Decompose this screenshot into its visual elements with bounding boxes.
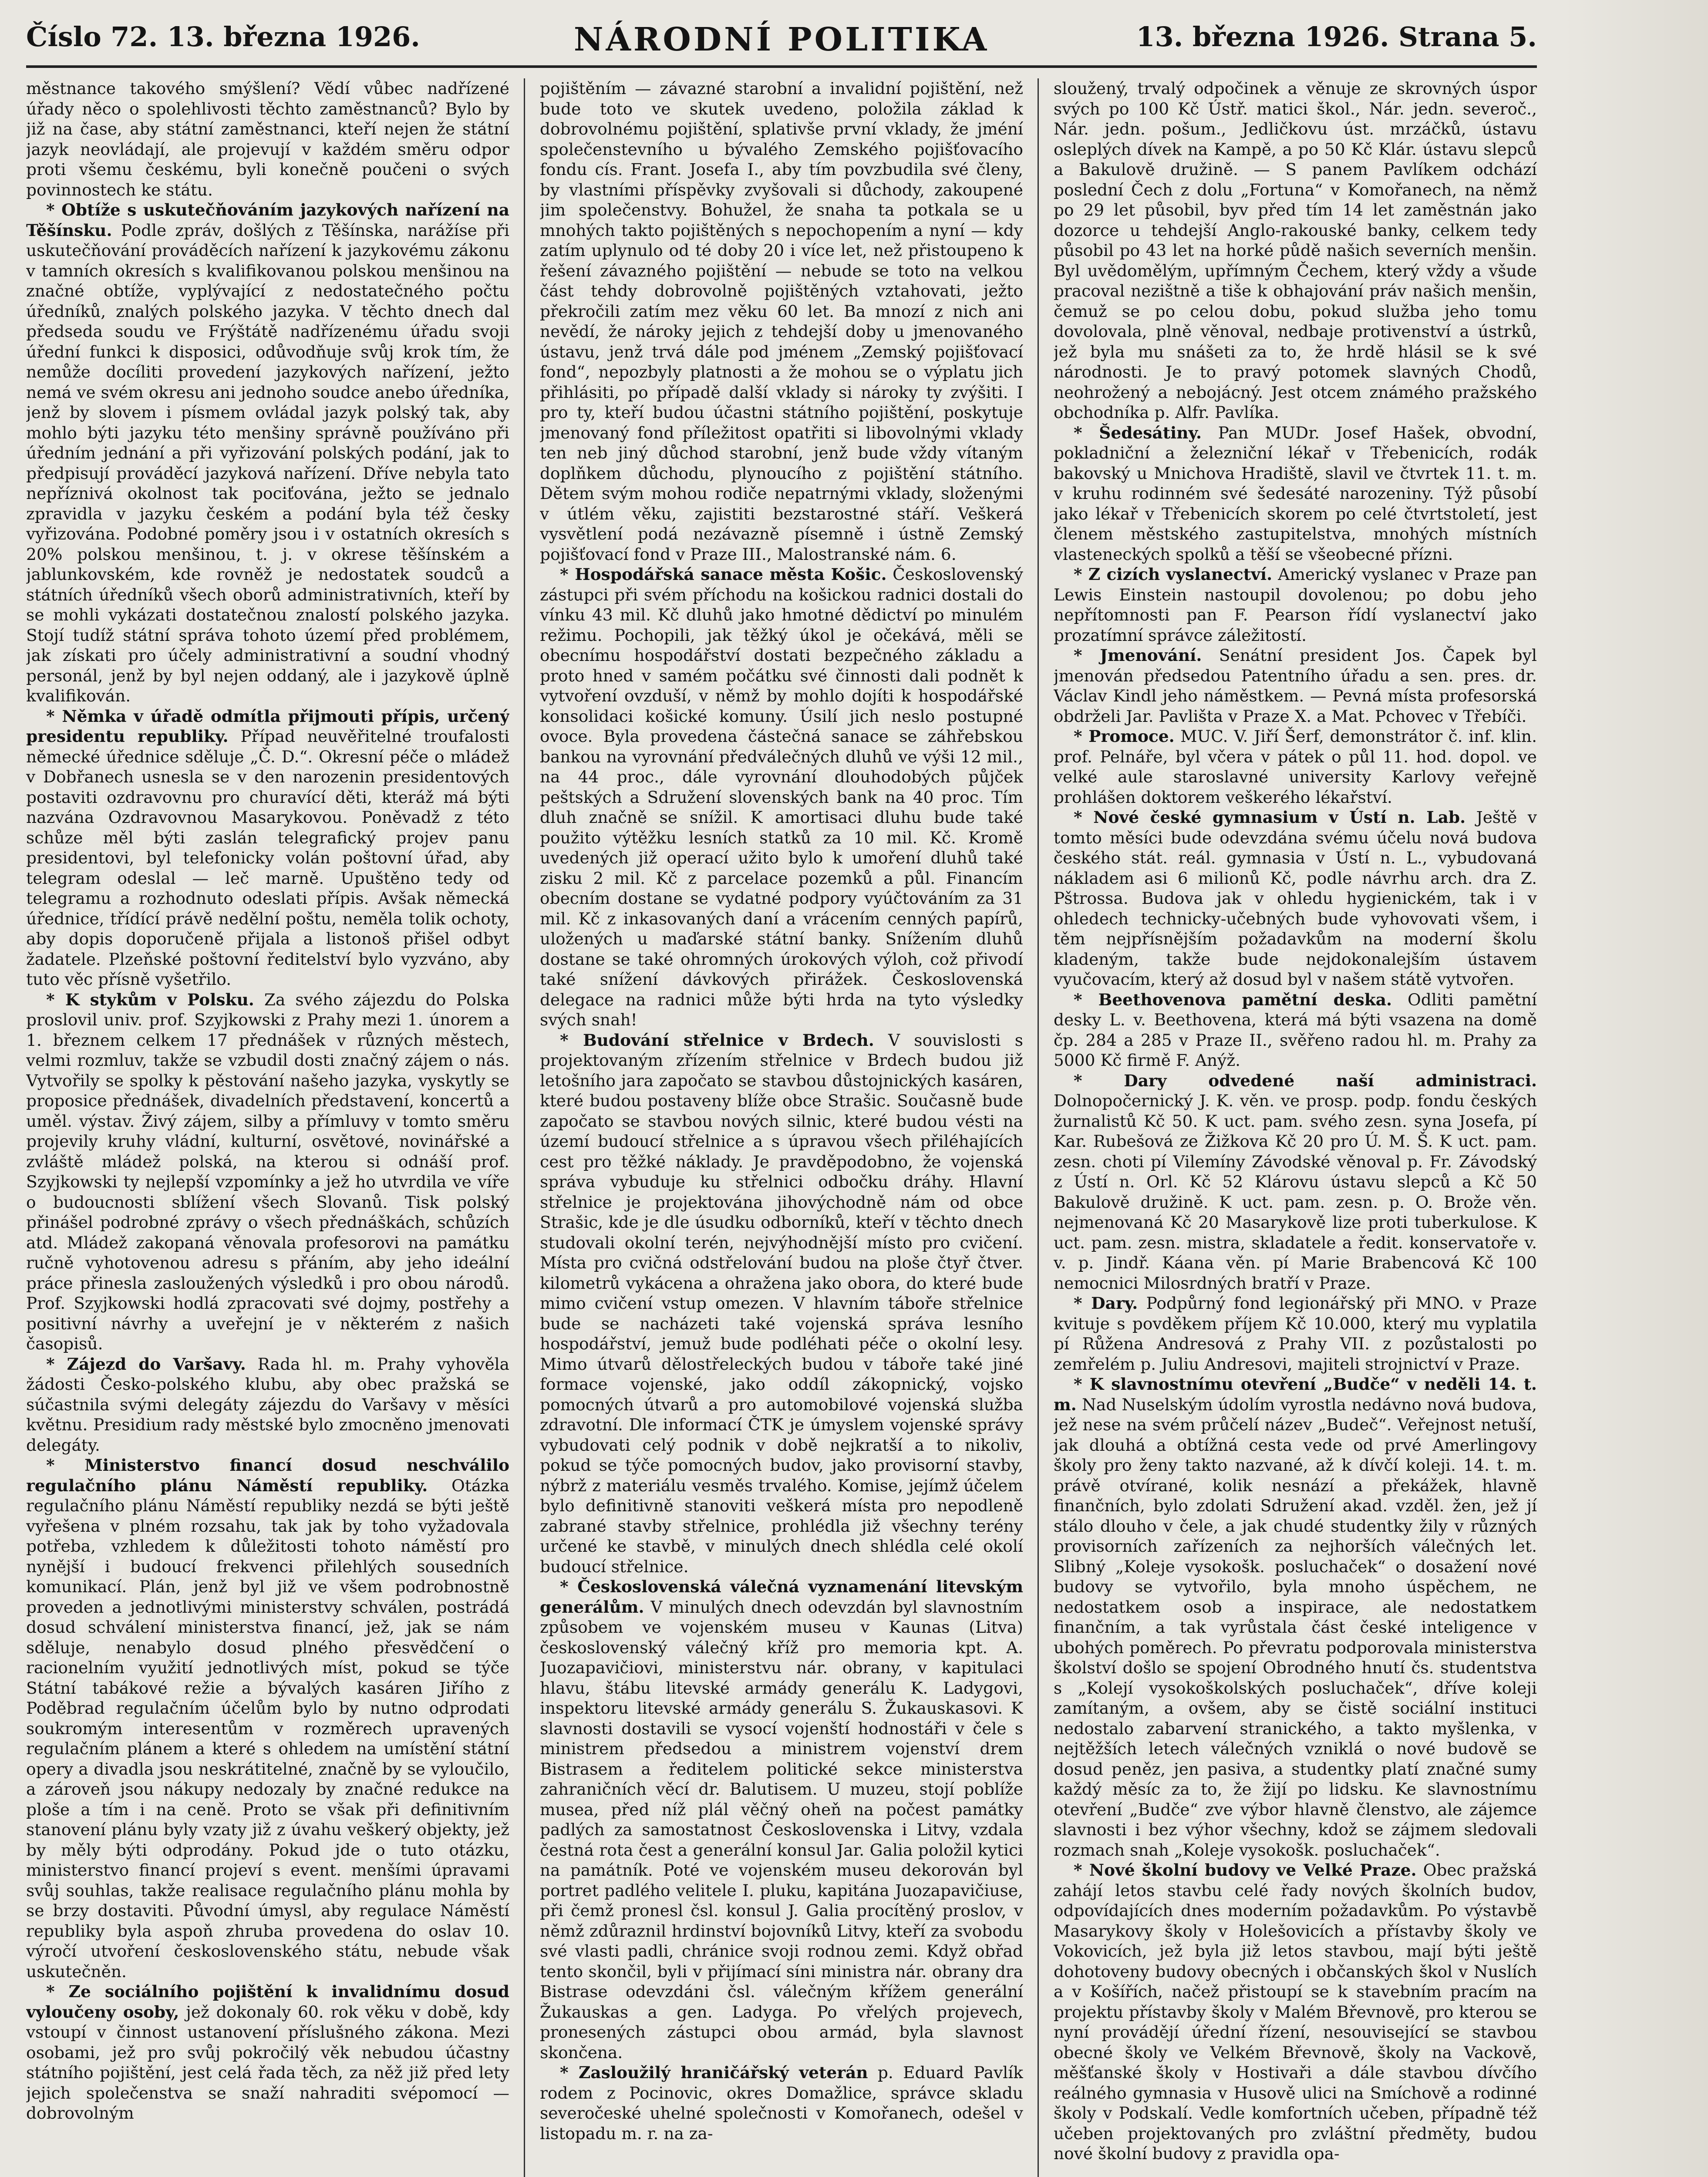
article-text: p. Eduard Pavlík rodem z Pocinovic, okres Domažlice, správce skladu severočeské uhelné společnosti v Komořanech, odešel v listopadu m. r. na za- bbox=[540, 2063, 1023, 2143]
article-text: Obec pražská zahájí letos stavbu celé řady nových školních budov, odpovídajících dnes moderním požadavkům. Po výstavbě Masarykovy školy v Holešovicích a přístavby školy ve Vokovicích, jež byla již letos stavbou, mají býti ještě dohotoveny budovy obecných i občanských škol v Nuslích a v Košířích, načež přistoupí se k stavebním pracím na projektu přístavby školy v Malém Břevnově, pro kterou se nyní provádějí úřední řízení, nesouvisející se stavbou obecné školy ve Velkém Břevnově, školy na Vackově, měšťanské školy v Hostivaři a dále stavbou dívčího reálného gymnasia v Husově ulici na Smíchově a rodinné školy v Podskalí. Vedle komfortních učeben, případně též učeben projektovaných pro zvláštní předměty, budou nové školní budovy z pravidla opa- bbox=[1054, 1860, 1537, 2163]
article-paragraph bbox=[1054, 990, 1537, 1071]
article-heading: * Promoce. bbox=[1074, 727, 1175, 746]
article-heading: * Zájezd do Varšavy. bbox=[46, 1354, 246, 1374]
article-text: Podpůrný fond legionářský při MNO. v Praze kvituje s povděkem příjem Kč 10.000, který mu vyplatila pí Růžena Andresová z Prahy VII. z pozůstalosti po zemřelém p. Juliu Andresovi, majiteli strojnictví v Praze. bbox=[1054, 1294, 1537, 1374]
article-text: Dolnopočernický J. K. věn. ve prosp. podp. fondu českých žurnalistů Kč 50. K uct. pam. svého zesn. syna Josefa, pí Kar. Rubešová ze Žižkova Kč 20 pro Ú. M. Š. K uct. pam. zesn. choti pí Vilemíny Závodské věnoval p. Fr. Závodský z Ústí n. Orl. Kč 52 Klárovu ústavu slepců a Kč 50 Bakulově družině. K uct. pam. zesn. p. O. Brože věn. nejmenovaná Kč 20 Masarykově lize proti tuberkulose. K uct. pam. zesn. mistra, skladatele a ředit. konservatoře v. v. p. Jindř. Káana věn. pí Marie Brabencová Kč 100 nemocnici Milosrdných bratří v Praze. bbox=[1054, 1091, 1537, 1293]
column-rule bbox=[524, 78, 525, 2177]
article-paragraph bbox=[540, 564, 1023, 1030]
article-paragraph bbox=[26, 1354, 509, 1456]
article-paragraph bbox=[1054, 1071, 1537, 1294]
article-heading: * Jmenování. bbox=[1074, 646, 1202, 665]
article-paragraph bbox=[26, 990, 509, 1354]
column-3 bbox=[1054, 78, 1537, 2177]
article-text: Americký vyslanec v Praze pan Lewis Einstein nastoupil dovolenou; po dobu jeho nepřítomnosti pan F. Pearson řídí vyslanectví jako prozatímní správce záležitostí. bbox=[1054, 565, 1537, 645]
scan-margin bbox=[1564, 0, 1708, 2177]
article-paragraph bbox=[1054, 1860, 1537, 2164]
column-rule bbox=[1038, 78, 1039, 2177]
article-heading: * Dary odvedené naší administraci. bbox=[1074, 1071, 1537, 1090]
article-text: Rada hl. m. Prahy vyhověla žádosti Česko-polského klubu, aby obec pražská se súčastnila svými delegáty zájezdu do Varšavy v měsíci květnu. Presidium rady městské bylo zmocněno jmenovati delegáty. bbox=[26, 1354, 509, 1455]
article-text: MUC. V. Jiří Šerf, demonstrátor č. inf. klin. prof. Pelnáře, byl včera v pátek o půl 11. hod. dopol. ve velké aule staroslavné university Karlovy veřejně prohlášen doktorem veškerého lékařství. bbox=[1054, 727, 1537, 807]
article-paragraph bbox=[1054, 1293, 1537, 1374]
article-heading: * Budování střelnice v Brdech. bbox=[560, 1030, 874, 1050]
article-paragraph bbox=[540, 2062, 1023, 2143]
article-heading: * K slavnostnímu otevření „Budče“ v neděli 14. t. m. bbox=[1054, 1375, 1537, 1414]
article-heading: * Šedesátiny. bbox=[1074, 423, 1202, 442]
article-heading: * Československá válečná vyznamenání litevským generálům. bbox=[540, 1577, 1023, 1617]
article-paragraph bbox=[540, 1577, 1023, 2062]
article-paragraph bbox=[26, 1455, 509, 1982]
article-text: Podle zpráv, došlých z Těšínska, narážíse při uskutečňování prováděcích nařízení k jazykovému zákonu v tamních okresích s kvalifikovanou polskou menšinou na značné obtíže, vyplývající z nedostatečného počtu úředníků, znalých polského jazyka. V těchto dnech dal předseda soudu ve Frýštátě nadřízenému úřadu svoji úřední funkci k disposici, odůvodňuje svůj krok tím, že nemůže docíliti provedení jazykových nařízení, ježto nemá ve svém okresu ani jednoho soudce anebo úředníka, jenž by slovem i písmem ovládal jazyk polský tak, aby mohlo býti jazyku této menšiny správně používáno při úředním jednání a při vyřizování polských podání, jak to předpisují prováděcí jazyková nařízení. Dříve nebyla tato nepříznivá okolnost tak pociťována, ježto se jednalo zpravidla v jazyku českém a podání byla též česky vyřizována. Podobné poměry jsou i v ostatních okresích s 20% polskou menšinou, t. j. v okrese těšínském a jablunkovském, kde rovněž je nedostatek soudců a státních úředníků všech oborů administrativních, kteří by se mohli vykázati dostatečnou znalostí polského jazyka. Stojí tudíž státní správa tohoto území před problémem, jak získati pro účely administrativní a soudní vhodný personál, jenž by byl nejen oddaný, ale i jazykově úplně kvalifikován. bbox=[26, 220, 509, 705]
article-text: Za svého zájezdu do Polska proslovil univ. prof. Szyjkowski z Prahy mezi 1. únorem a 1. březnem celkem 17 přednášek v různých městech, velmi rozmluv, takže se vzbudil dosti značný zájem o nás. Vytvořily se spolky k pěstování našeho jazyka, vyskytly se proposice přednášek, divadelních představení, koncertů a uměl. výstav. Živý zájem, silby a přímluvy v tomto směru projevily kruhy vládní, kulturní, osvětové, novinářské a zvláště mládež polská, na kterou si odnáší prof. Szyjkowski ty nejlepší vzpomínky a jež ho utvrdila ve víře o budoucnosti sblížení všech Slovanů. Tisk polský přinášel podrobné zprávy o všech přednáškách, schůzích atd. Mládež zakopaná věnovala profesorovi na památku ručně vyhotovenou adresu s přáním, aby jeho ideální práce přinesla zasloužených výsledků i pro obou národů. Prof. Szyjkowski hodlá zpracovati své dojmy, postřehy a positivní návrhy a uveřejní je v některém z našich časopisů. bbox=[26, 990, 509, 1353]
article-paragraph bbox=[26, 200, 509, 706]
article-paragraph bbox=[1054, 564, 1537, 645]
article-heading: * Beethovenova pamětní deska. bbox=[1074, 990, 1392, 1009]
article-text: V minulých dnech odevzdán byl slavnostním způsobem ve vojenském museu v Kaunas (Litva) československý válečný kříž pro memoria kpt. A. Juozapavičiovi, ministerstvu nár. obrany, v kapitulaci hlavu, štábu litevské armády generálu K. Ladygovi, inspektoru litevské armády generálu S. Žukauskasovi. K slavnosti dostavili se vysocí vojenští hodnostáři v čele s ministrem předsedou a ministrem vojenství drem Bistrasem a ředitelem politické sekce ministerstva zahraničních věcí dr. Balutisem. U muzeu, stojí poblíže musea, před níž plál věčný oheň na počest památky padlých za samostatnost Československa i Litvy, vzdala čestná rota čest a generální konsul Jar. Galia položil kytici na památník. Poté ve vojenském museu dekorován byl portret padlého velitele I. pluku, kapitána Juozapavičiuse, při čemž pronesl čsl. konsul J. Galia procítěný proslov, v němž zdůraznil hrdinství bojovníků Litvy, kteří za svobodu své vlasti padli, chránice svoji rodnou zemi. Když obřad tento skončil, byli v přijímací síni ministra nár. obrany dra Bistrase odevzdáni čsl. válečným křížem generální Žukauskas a gen. Ladyga. Po vřelých projevech, pronesených zástupci obou armád, byla slavnost skončena. bbox=[540, 1597, 1023, 2062]
article-heading: * Obtíže s uskutečňováním jazykových nařízení na Těšínsku. bbox=[26, 200, 509, 240]
newspaper-title: NÁRODNÍ POLITIKA bbox=[573, 21, 990, 58]
article-columns bbox=[26, 78, 1537, 2177]
article-paragraph bbox=[540, 78, 1023, 564]
column-2 bbox=[540, 78, 1023, 2177]
article-heading: * Dary. bbox=[1074, 1294, 1138, 1313]
newspaper-page bbox=[26, 74, 1537, 2177]
article-paragraph bbox=[540, 1030, 1023, 1577]
article-heading: * Ministerstvo financí dosud neschválilo regulačního plánu Náměstí republiky. bbox=[26, 1456, 509, 1495]
article-paragraph bbox=[1054, 645, 1537, 726]
article-text: městnance takového smýšlení? Vědí vůbec nadřízené úřady něco o spolehlivosti těchto zaměstnanců? Bylo by již na čase, aby státní zaměstnanci, kteří nejen že státní jazyk neovládají, ale projevují v každém směru odpor proti všemu českému, byli konečně poučeni o svých povinnostech ke státu. bbox=[26, 79, 509, 199]
article-text: Ještě v tomto měsíci bude odevzdána svému účelu nová budova českého stát. reál. gymnasia v Ústí n. L., vybudovaná nákladem asi 6 milionů Kč, podle návrhu arch. dra Z. Pštrossa. Budova jak v ohledu hygienickém, tak i v ohledech technicky-učebných bude vyhovovati všem, i těm nejpřísnějším požadavkům na moderní školu kladeným, takže bude nejdokonalejším ústavem vyučovacím, který až dosud byl v našem státě vytvořen. bbox=[1054, 808, 1537, 989]
article-heading: * K stykům v Polsku. bbox=[46, 990, 254, 1009]
article-text: Otázka regulačního plánu Náměstí republiky nezdá se býti ještě vyřešena v plném rozsahu, tak jak by toho vyžadovala potřeba, vzhledem k důležitosti tohoto náměstí pro nynější i budoucí frekvenci přilehlých sousedních komunikací. Plán, jenž byl již ve všem podrobnostně proveden a jednotlivými ministerstvy schválen, postrádá dosud schválení ministerstva financí, jež, jak se nám sděluje, nenabylo dosud plného přesvědčení o racionelním využití jednotlivých míst, pokud se týče Státní tabákové režie a bývalých kasáren Jiřího z Poděbrad regulačním účelům bylo by nutno odprodati soukromým interesentům v rozměrech upravených regulačním plánem a které s ohledem na umístění státní opery a divadla jsou neskrátitelné, značně by se vyloučilo, a zároveň jsou nákupy nedozaly by značné redukce na ploše a tím i na ceně. Proto se však při definitivním stanovení plánu byly vzaty již z úvahu veškerý objekty, jež by měly býti odprodány. Pokud jde o tuto otázku, ministerstvo financí projeví s event. menšími úpravami svůj souhlas, takže realisace regulačního plánu mohla by se brzy dostaviti. Původní úmysl, aby regulace Náměstí republiky byla aspoň zhruba provedena do oslav 10. výročí utvoření československého státu, nebude však uskutečněn. bbox=[26, 1476, 509, 1981]
article-paragraph bbox=[1054, 726, 1537, 807]
article-text: Pan MUDr. Josef Hašek, obvodní, pokladniční a železniční lékař v Třebenicích, rodák bakovský u Mnichova Hradiště, slavil ve čtvrtek 11. t. m. v kruhu rodinném své šedesáté narozeniny. Týž působí jako lékař v Třebenicích skorem po celé čtvrtstoletí, jest členem městského zastupitelstva, mnohých místních vlasteneckých spolků a těší se všeobecné přízni. bbox=[1054, 423, 1537, 564]
article-text: Československý zástupci při svém příchodu na košickou radnici dostali do vínku 43 mil. Kč dluhů jako hmotné dědictví po minulém režimu. Pochopili, jak těžký úkol je očekává, měli se obecnímu hospodářství dostati bezpečného základu a proto hned v samém počátku své činnosti dali podnět k vytvoření ovzduší, v němž by mohlo dojíti k hospodářské konsolidaci košické komuny. Úsilí jich neslo postupné ovoce. Byla provedena částečná sanace se záhřebskou bankou na vyrovnání předválečných dluhů ve výši 12 mil., na 44 proc., dále vyrovnání dlouhodobých půjček peštských a Sdružení slovenských bank na 40 proc. Tím dluh značně se snížil. K amortisaci dluhu bude také použito výtěžku lesních statků za 10 mil. Kč. Kromě uvedených již operací užito bylo k umoření dluhů také zisku 2 mil. Kč z parcelace pozemků a půl. Financím obecním dostane se vydatné podpory vyúčtováním za 31 mil. Kč z inkasovaných daní a vrácením cenných papírů, uložených u maďarské státní banky. Snížením dluhů dostane se také ohromných úrokových výloh, což přivodí také snížení dávkových přirážek. Československá delegace na radnici může býti hrda na tyto výsledky svých snah! bbox=[540, 565, 1023, 1029]
column-1 bbox=[26, 78, 509, 2177]
date-page: 13. března 1926. Strana 5. bbox=[1136, 21, 1537, 53]
article-heading: * Ze sociálního pojištění k invalidnímu dosud vyloučeny osoby, bbox=[26, 1982, 509, 2022]
masthead bbox=[26, 17, 1537, 68]
article-paragraph bbox=[26, 1982, 509, 2123]
article-paragraph bbox=[26, 78, 509, 200]
article-paragraph bbox=[1054, 78, 1537, 423]
article-paragraph bbox=[26, 706, 509, 990]
article-heading: * Z cizích vyslanectví. bbox=[1074, 565, 1273, 584]
article-heading: * Nové školní budovy ve Velké Praze. bbox=[1074, 1860, 1417, 1880]
article-paragraph bbox=[1054, 423, 1537, 565]
article-paragraph bbox=[1054, 1374, 1537, 1860]
article-paragraph bbox=[1054, 807, 1537, 990]
article-text: sloužený, trvalý odpočinek a věnuje ze skrovných úspor svých po 100 Kč Ústř. matici škol., Nár. jedn. severoč., Nár. jedn. pošum., Jedličkovu úst. mrzáčků, ústavu osleplých dívek na Kampě, a po 50 Kč Klár. ústavu slepců a Bakulově družině. — S panem Pavlíkem odchází poslední Čech z dolu „Fortuna“ v Komořanech, na němž po 29 let působil, byv před tím 14 let zaměstnán jako dozorce u tehdejší Anglo-rakouské banky, celkem tedy působil po 43 let na horké půdě našich severních menšin. Byl uvědomělým, upřímným Čechem, který vždy a všude pracoval nezištně a tiše k obhajování práv našich menšin, čemuž se po celou dobu, pokud služba jeho tomu dovolovala, plně věnoval, nedbaje protivenství a ústrků, jež byla mu snášeti za to, že hrdě hlásil se k své národnosti. Je to pravý potomek slavných Chodů, neohrožený a nebojácný. Jest otcem známého pražského obchodníka p. Alfr. Pavlíka. bbox=[1054, 79, 1537, 422]
article-text: pojištěním — závazné starobní a invalidní pojištění, než bude toto ve skutek uvedeno, položila základ k dobrovolnému pojištění, splativše první vklady, že jméní společenstevního u bývalého Zemského pojišťovacího fondu cís. Frant. Josefa I., aby tím povzbudila své členy, by vlastními příspěvky zvyšovali si důchody, zakoupené jim společenstvy. Bohužel, že snaha ta potkala se u mnohých takto pojištěných s nepochopením a nyní — kdy zatím uplynulo od té doby 20 i více let, než přistoupeno k řešení závazného pojištění — nebude se toto na velkou část tehdy dobrovolně pojištěných vztahovati, ježto překročili zatím mez věku 60 let. Ba mnozí z nich ani nevědí, že nároky jejich z tehdejší doby u jmenovaného ústavu, jenž trvá dále pod jménem „Zemský pojišťovací fond“, nepozbyly platnosti a že mohou se o výplatu jich přihlásiti, po případě další vklady si nároky ty zvýšiti. I pro ty, kteří budou účastni státního pojištění, poskytuje jmenovaný fond příležitost opatřiti si libovolnými vklady ten neb jiný důchod starobní, jenž bude vždy vítaným doplňkem důchodu, plynoucího z pojištění státního. Dětem svým mohou rodiče nepatrnými vklady, složenými v útlém věku, zajistiti bezstarostné stáří. Veškerá vysvětlení podá nezávazně písemně i ústně Zemský pojišťovací fond v Praze III., Malostranské nám. 6. bbox=[540, 79, 1023, 564]
article-heading: * Němka v úřadě odmítla přijmouti přípis, určený presidentu republiky. bbox=[26, 706, 509, 746]
article-text: V souvislosti s projektovaným zřízením střelnice v Brdech budou již letošního jara započato se stavbou důstojnických kasáren, které budou postaveny blíže obce Strašic. Současně bude započato se stavbou nových silnic, které budou vésti na území budoucí střelnice a s úpravou všech přiléhajících cest pro těžké náklady. Je pravděpodobno, že vojenská správa vybuduje ku střelnici odbočku dráhy. Hlavní střelnice je projektována jihovýchodně nám od obce Strašic, kde je dle úsudku odborníků, kteří v těchto dnech studovali okolní terén, nejvýhodnější místo pro cvičení. Místa pro cvičná odstřelování budou na ploše čtyř čtver. kilometrů vykácena a ohražena jako obora, do které bude mimo cvičení vstup omezen. V hlavním táboře střelnice bude se nacházeti také vojenská správa lesního hospodářství, jemuž bude podléhati péče o okolní lesy. Mimo útvarů dělostřeleckých budou v táboře také jiné formace vojenské, jako oddíl zákopnický, vojsko pomocných útvarů a pro automobilové vojenská služba zdravotní. Dle informací ČTK je úmyslem vojenské správy vybudovati celý podnik v době nejkratší a to nikoliv, pokud se týče pomocných budov, jako provisorní stavby, nýbrž z materiálu vesměs trvalého. Komise, jejímž účelem bylo definitivně stanoviti veškerá místa pro nepodleně zabrané stavby střelnice, prohlédla již všechny terény určené ke stavbě, v minulých dnech shlédla celé okolí budoucí střelnice. bbox=[540, 1030, 1023, 1576]
article-heading: * Nové české gymnasium v Ústí n. Lab. bbox=[1074, 808, 1466, 827]
article-text: jež dokonaly 60. rok věku v době, kdy vstoupí v činnost ustanovení příslušného zákona. Mezi osobami, jež pro svůj pokročilý věk nebudou účastny státního pojištění, jest celá řada těch, za něž již před lety jejich společenstva se snaží nahraditi svépomocí — dobrovolným bbox=[26, 2002, 509, 2123]
article-text: Senátní president Jos. Čapek byl jmenován předsedou Patentního úřadu a sen. pres. dr. Václav Kindl jeho náměstkem. — Pevná místa profesorská obdrželi Jar. Pavlišta v Praze X. a Mat. Pchovec v Třebíči. bbox=[1054, 646, 1537, 726]
article-text: Odliti pamětní desky L. v. Beethovena, která má býti vsazena na domě čp. 284 a 285 v Praze II., svěřeno radou hl. m. Prahy za 5000 Kč firmě F. Anýž. bbox=[1054, 990, 1537, 1070]
article-text: Případ neuvěřitelné troufalosti německé úřednice sděluje „Č. D.“. Okresní péče o mládež v Dobřanech usnesla se v den narozenin presidentových postaviti ozdravovnu pro churavící děti, kteráž má býti nazvána Ozdravovnou Masarykovou. Poněvadž z této schůze měl býti zaslán telegrafický projev panu presidentovi, byl telefonicky volán poštovní úřad, aby telegram odeslal — leč marně. Upuštěno tedy od telegramu a rozhodnuto odeslati přípis. Avšak německá úřednice, třídící právě nedělní poštu, neměla tolik ochoty, aby dopis doporučeně přijala a listonoš přišel odbyt žadatele. Plzeňské poštovní ředitelství bylo vyzváno, aby tuto věc přísně vyšetřilo. bbox=[26, 727, 509, 989]
article-heading: * Hospodářská sanace města Košic. bbox=[560, 565, 887, 584]
article-heading: * Zasloužilý hraničářský veterán bbox=[560, 2063, 868, 2082]
article-text: Nad Nuselským údolím vyrostla nedávno nová budova, jež nese na svém průčelí název „Budeč“. Veřejnost netuší, jak dlouhá a obtížná cesta vede od prvé Amerlingovy školy pro ženy takto nazvané, až k dívčí koleji. 14. t. m. právě otvírané, kolik nesnází a překážek, hlavně finančních, bylo zdolati Sdružení akad. vzděl. žen, jež jí stálo dlouho v čele, a jak chudé studentky žily v různých provisorních zařízeních za nejhorších válečných let. Slibný „Koleje vysokošk. posluchaček“ o dosažení nové budovy se vytvořilo, byla mnoho úspěchem, ne nedostatkem osob a inspirace, ale nedostatkem finančním, a tak vyrůstala část české inteligence v ubohých poměrech. Po převratu podporovala ministerstva školství došlo se spojení Obrodného hnutí čs. studentstva s „Kolejí vysokoškolských posluchaček“, dříve koleji zamítaným, a ovšem, aby se čistě sociální instituci nedostalo zabarvení stranického, a takto myšlenka, v nejtěžších letech válečných vzniklá o nové budově se dosud peněz, jen pasiva, a studentky platí značné sumy každý měsíc za to, že žijí po lidsku. Ke slavnostnímu otevření „Budče“ zve výbor hlavně členstvo, ale zájemce slavnosti i bez výhor všechny, kdož se zájmem sledovali rozmach snah „Koleje vysokošk. posluchaček“. bbox=[1054, 1395, 1537, 1860]
issue-number: Číslo 72. 13. března 1926. bbox=[26, 21, 420, 53]
